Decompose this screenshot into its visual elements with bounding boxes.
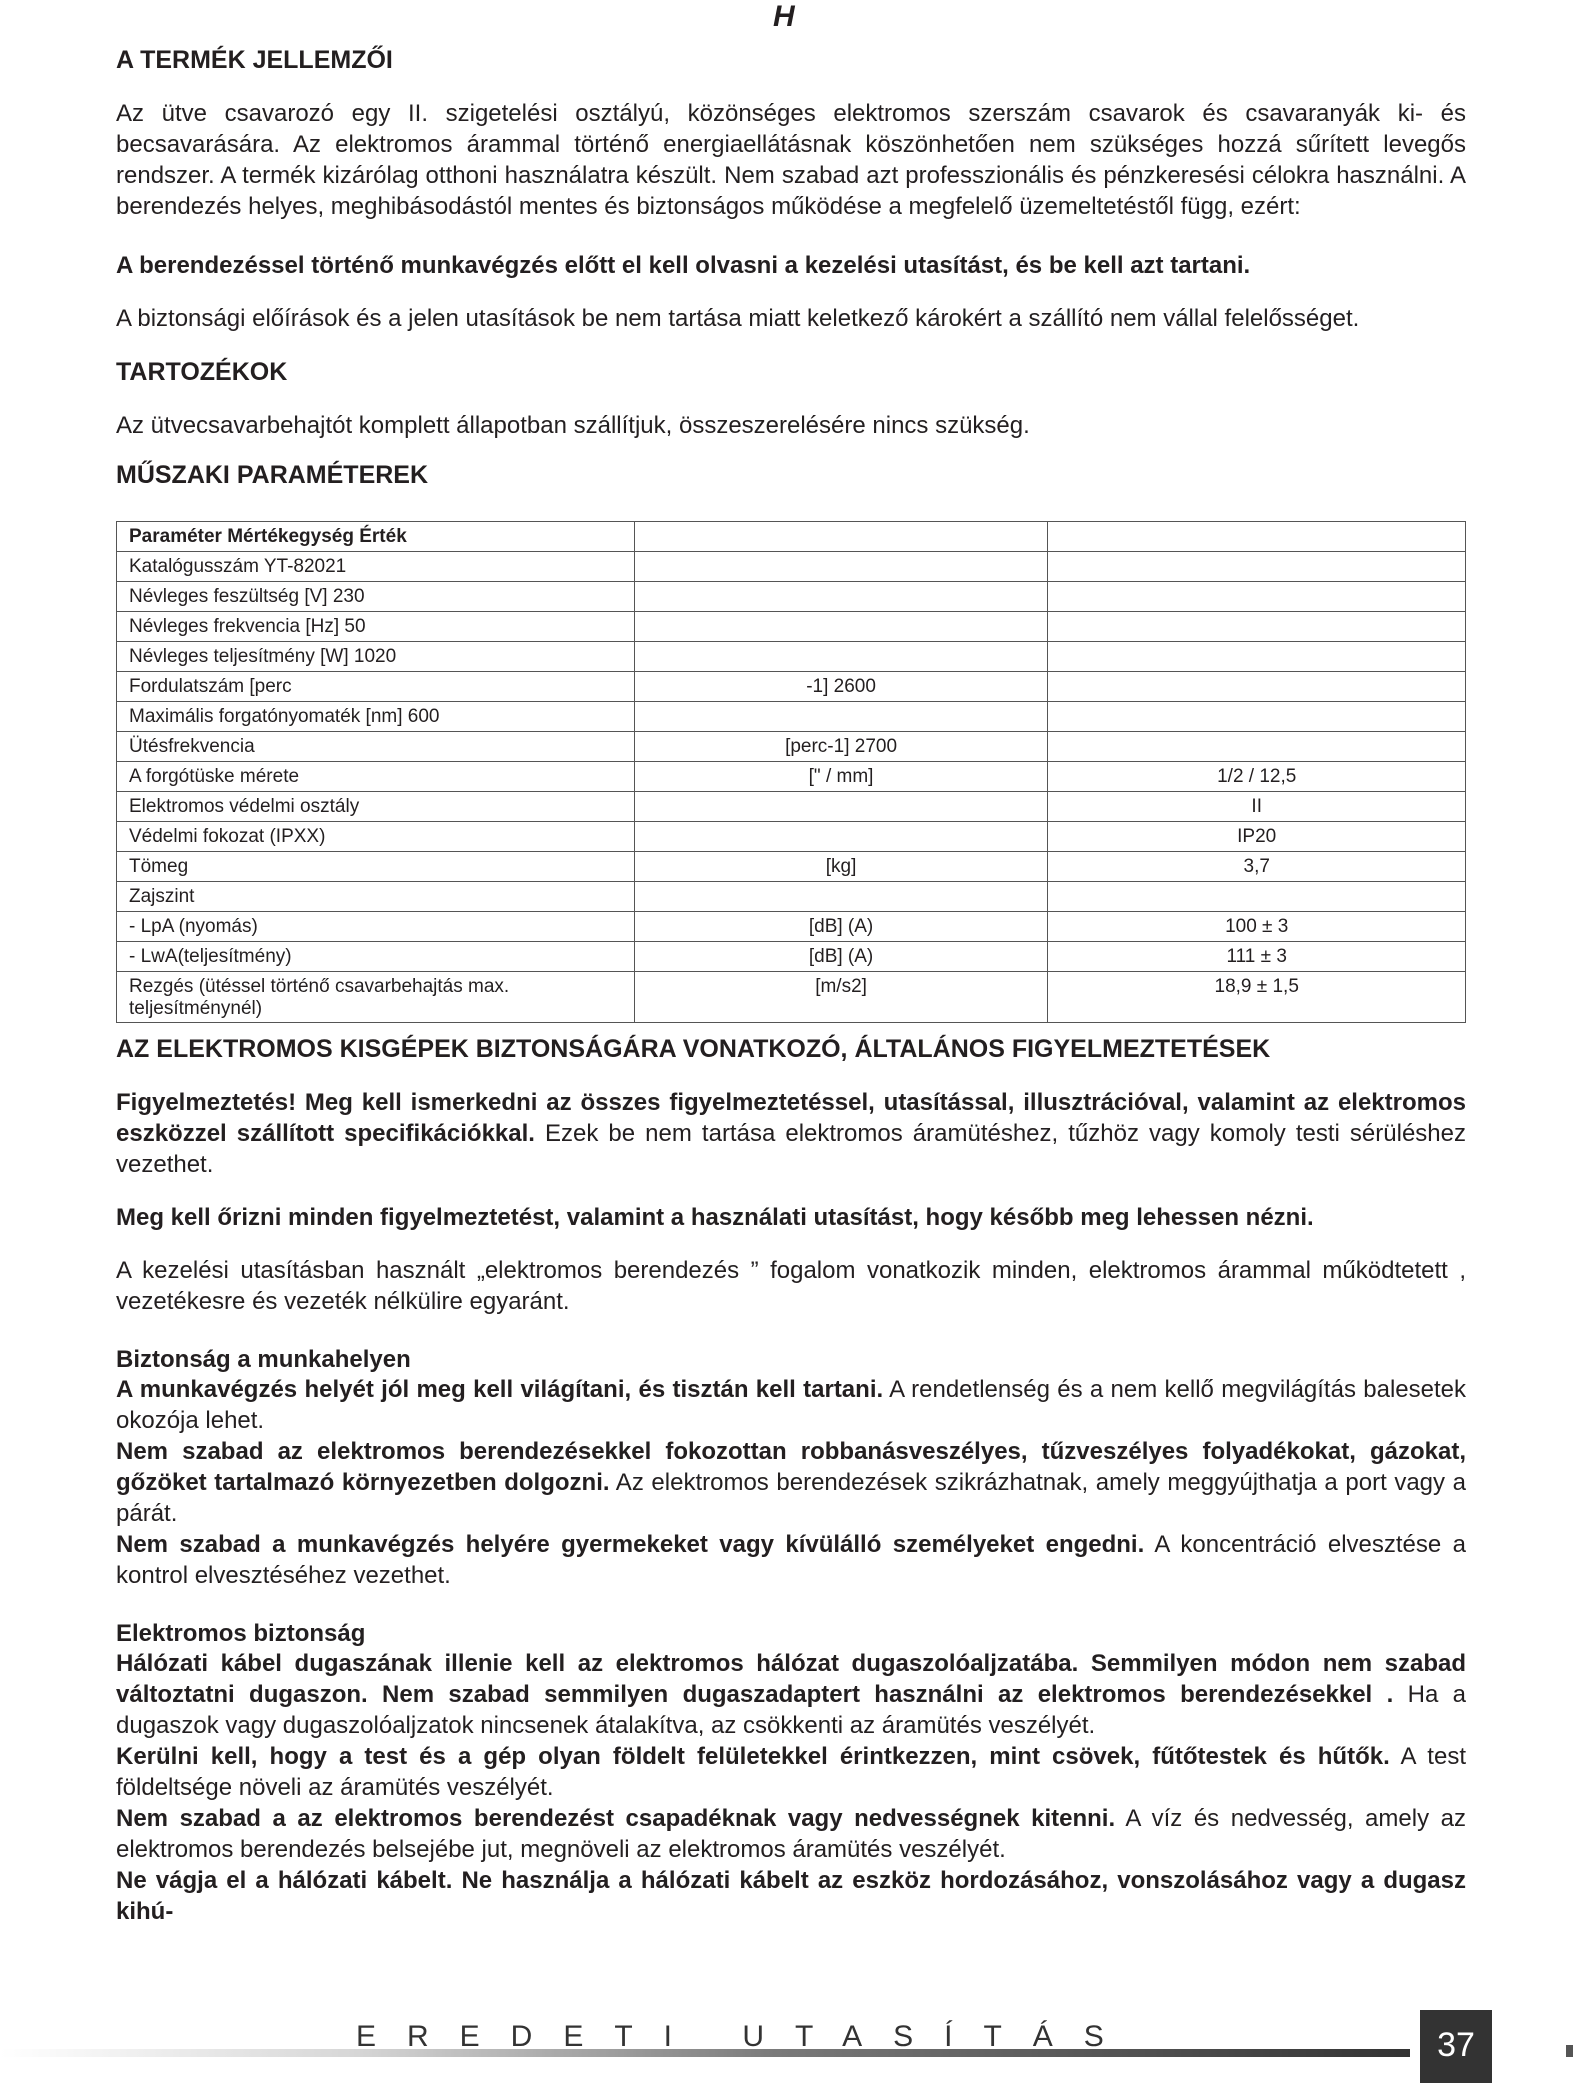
table-cell: Elektromos védelmi osztály (117, 792, 635, 822)
table-cell: - LwA(teljesítmény) (117, 942, 635, 972)
table-cell: -1] 2600 (634, 672, 1048, 702)
table-cell: Névleges frekvencia [Hz] 50 (117, 612, 635, 642)
list-item: Nem szabad a az elektromos berendezést csapadéknak vagy nedvességnek kitenni. A víz és nedvesség, amely az elektromos berendezés belsejébe jut, megnöveli az elektromos áramütés veszélyét. (116, 1805, 1466, 1863)
table-cell: Rezgés (ütéssel történő csavarbehajtás max. teljesítménynél) (117, 972, 635, 1023)
table-cell (634, 552, 1048, 582)
table-cell (1048, 612, 1466, 642)
subsection-title-electrical-safety: Elektromos biztonság (116, 1620, 366, 1647)
table-cell (634, 702, 1048, 732)
footer-title: EREDETI UTASÍTÁS (356, 2020, 1135, 2053)
table-row (117, 582, 1466, 612)
table-cell: 1/2 / 12,5 (1048, 762, 1466, 792)
table-cell: [kg] (634, 852, 1048, 882)
table-cell (1048, 522, 1466, 552)
table-cell: [dB] (A) (634, 912, 1048, 942)
page-number: 37 (1420, 2010, 1492, 2083)
table-cell (1048, 882, 1466, 912)
paragraph-description: Az ütve csavarozó egy II. szigetelési osztályú, közönséges elektromos szerszám csavarok és csavaranyák ki- és becsavarására. Az elektromos árammal történő energiaellátásnak köszönhetően nem szükséges hozzá sűrített levegős rendszer. A termék kizárólag otthoni használatra készült. Nem szabad azt professzionális és pénzkeresési célokra használni. A berendezés helyes, meghibásodástól mentes és biztonságos működése a megfelelő üzemeltetéstől függ, ezért: (116, 100, 1466, 220)
table-cell: [dB] (A) (634, 942, 1048, 972)
table-row (117, 882, 1466, 912)
table-cell: Névleges feszültség [V] 230 (117, 582, 635, 612)
section-title-product-features: A TERMÉK JELLEMZŐI (116, 46, 393, 74)
table-row (117, 822, 1466, 852)
paragraph-read-instructions: A berendezéssel történő munkavégzés előtt el kell olvasni a kezelési utasítást, és be kell azt tartani. (116, 252, 1251, 279)
table-cell (634, 822, 1048, 852)
table-cell: Fordulatszám [perc (117, 672, 635, 702)
electrical-safety-list (116, 1648, 1466, 1927)
list-item: Kerülni kell, hogy a test és a gép olyan földelt felületekkel érintkezzen, mint csövek, fűtőtestek és hűtők. A test földeltsége növeli az áramütés veszélyét. (116, 1743, 1466, 1801)
table-cell: II (1048, 792, 1466, 822)
table-cell: Zajszint (117, 882, 635, 912)
table-cell (634, 582, 1048, 612)
table-row (117, 912, 1466, 942)
table-cell (1048, 672, 1466, 702)
table-cell (1048, 552, 1466, 582)
table-cell: IP20 (1048, 822, 1466, 852)
table-cell: Védelmi fokozat (IPXX) (117, 822, 635, 852)
list-item: Nem szabad a munkavégzés helyére gyermekeket vagy kívülálló személyeket engedni. A koncentráció elvesztése a kontrol elvesztéséhez vezethet. (116, 1531, 1466, 1589)
subsection-title-workplace-safety: Biztonság a munkahelyen (116, 1346, 411, 1373)
table-cell (1048, 642, 1466, 672)
paragraph-definition: A kezelési utasításban használt „elektromos berendezés ” fogalom vonatkozik minden, elektromos árammal működtetett , vezetékesre és vezeték nélkülire egyaránt. (116, 1257, 1466, 1315)
table-cell (634, 882, 1048, 912)
table-cell: Katalógusszám YT-82021 (117, 552, 635, 582)
table-row (117, 672, 1466, 702)
table-cell: 100 ± 3 (1048, 912, 1466, 942)
parameters-table (116, 521, 1466, 1023)
table-cell (634, 642, 1048, 672)
list-item: Ne vágja el a hálózati kábelt. Ne használja a hálózati kábelt az eszköz hordozásához, vonszolásához vagy a dugasz kihú- (116, 1867, 1466, 1925)
table-row (117, 702, 1466, 732)
table-cell (634, 522, 1048, 552)
list-item: Hálózati kábel dugaszának illenie kell az elektromos hálózat dugaszolóaljzatába. Semmilyen módon nem szabad változtatni dugaszon. Nem szabad semmilyen dugaszadaptert használni az elektromos berendezésekkel . Ha a dugaszok vagy dugaszolóaljzatok nincsenek átalakítva, az csökkenti az áramütés veszélyét. (116, 1650, 1466, 1739)
paragraph-warning: Figyelmeztetés! Meg kell ismerkedni az összes figyelmeztetéssel, utasítással, illusztrációval, valamint az elektromos eszközzel szállított specifikációkkal. Ezek be nem tartása elektromos áramütéshez, tűzhöz vagy komoly testi sérüléshez vezethet. (116, 1089, 1466, 1178)
table-row (117, 792, 1466, 822)
section-title-accessories: TARTOZÉKOK (116, 358, 288, 386)
section-title-general-warnings: AZ ELEKTROMOS KISGÉPEK BIZTONSÁGÁRA VONATKOZÓ, ÁLTALÁNOS FIGYELMEZTETÉSEK (116, 1035, 1271, 1063)
paragraph-accessories: Az ütvecsavarbehajtót komplett állapotban szállítjuk, összeszerelésére nincs szükség. (116, 412, 1030, 439)
table-cell: Névleges teljesítmény [W] 1020 (117, 642, 635, 672)
page-edge-mark (1566, 2045, 1573, 2057)
table-row (117, 552, 1466, 582)
list-item: Nem szabad az elektromos berendezésekkel fokozottan robbanásveszélyes, tűzveszélyes folyadékokat, gázokat, gőzöket tartalmazó környezetben dolgozni. Az elektromos berendezések szikrázhatnak, amely meggyújthatja a port vagy a párát. (116, 1438, 1466, 1527)
table-cell (634, 792, 1048, 822)
header-letter: H (773, 0, 795, 33)
table-cell: 3,7 (1048, 852, 1466, 882)
list-item: A munkavégzés helyét jól meg kell világítani, és tisztán kell tartani. A rendetlenség és a nem kellő megvilágítás balesetek okozója lehet. (116, 1376, 1466, 1434)
table-cell: - LpA (nyomás) (117, 912, 635, 942)
table-row (117, 942, 1466, 972)
table-row (117, 762, 1466, 792)
table-row (117, 612, 1466, 642)
section-title-technical-parameters: MŰSZAKI PARAMÉTEREK (116, 461, 429, 489)
table-row (117, 642, 1466, 672)
paragraph-keep-warnings: Meg kell őrizni minden figyelmeztetést, valamint a használati utasítást, hogy később meg lehessen nézni. (116, 1204, 1314, 1231)
table-cell: Paraméter Mértékegység Érték (117, 522, 635, 552)
table-row (117, 522, 1466, 552)
table-cell: Tömeg (117, 852, 635, 882)
table-row (117, 852, 1466, 882)
workplace-safety-list (116, 1374, 1466, 1591)
table-cell: 111 ± 3 (1048, 942, 1466, 972)
table-row (117, 732, 1466, 762)
table-cell (634, 612, 1048, 642)
table-cell (1048, 732, 1466, 762)
table-cell: [" / mm] (634, 762, 1048, 792)
table-cell: 18,9 ± 1,5 (1048, 972, 1466, 1023)
table-cell (1048, 702, 1466, 732)
table-cell (1048, 582, 1466, 612)
table-cell: A forgótüske mérete (117, 762, 635, 792)
page-content (116, 44, 1466, 1927)
paragraph-liability: A biztonsági előírások és a jelen utasítások be nem tartása miatt keletkező károkért a szállító nem vállal felelősséget. (116, 305, 1360, 332)
table-cell: Ütésfrekvencia (117, 732, 635, 762)
table-cell: Maximális forgatónyomaték [nm] 600 (117, 702, 635, 732)
table-cell: [m/s2] (634, 972, 1048, 1023)
table-row (117, 972, 1466, 1023)
table-cell: [perc-1] 2700 (634, 732, 1048, 762)
